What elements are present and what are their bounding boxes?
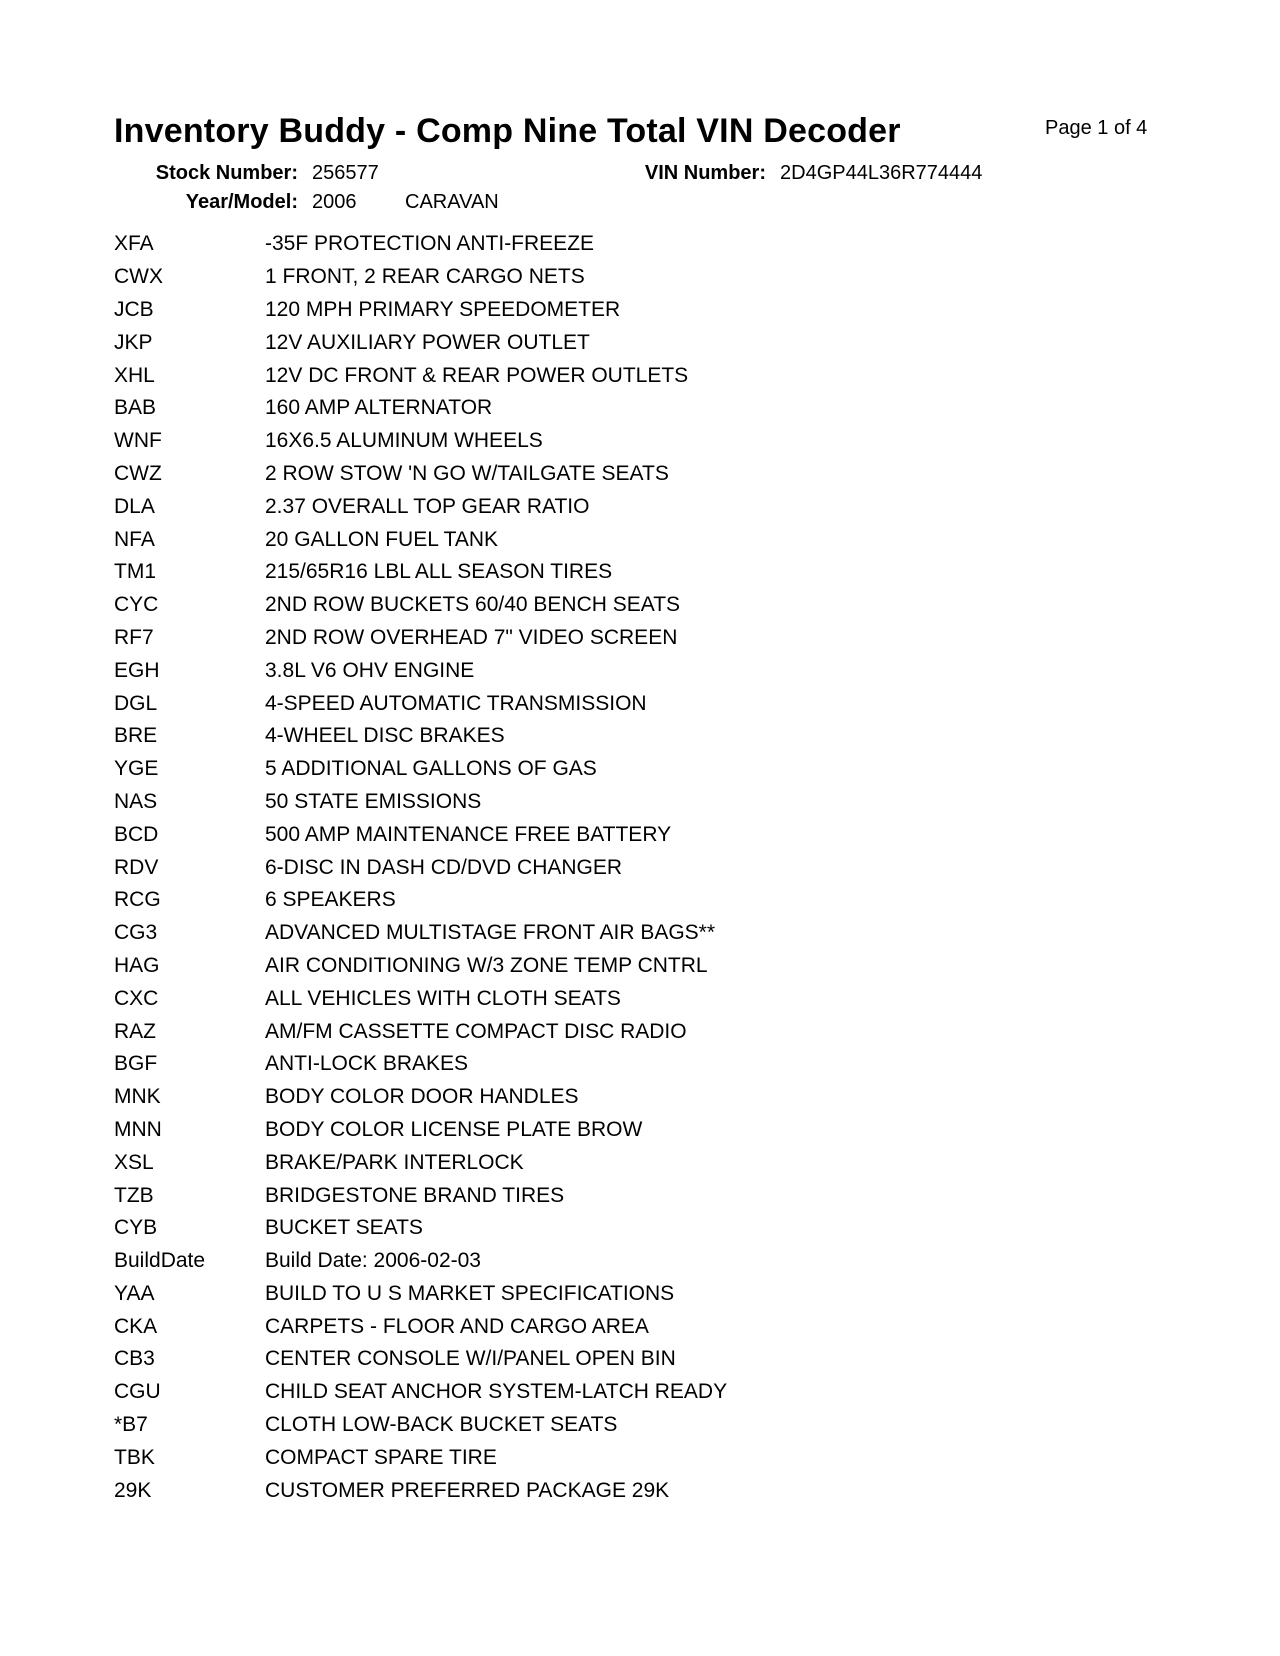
option-code: CYB <box>114 1216 158 1240</box>
option-row <box>114 1474 1014 1507</box>
option-description: COMPACT SPARE TIRE <box>265 1445 497 1469</box>
option-row <box>114 359 1014 392</box>
year-model-label: Year/Model: <box>185 191 298 213</box>
option-code: BGF <box>114 1052 158 1076</box>
option-description: 500 AMP MAINTENANCE FREE BATTERY <box>265 822 672 846</box>
option-row <box>114 1310 1014 1343</box>
vin-number-value: 2D4GP44L36R774444 <box>780 162 983 184</box>
year-value: 2006 <box>312 191 357 213</box>
option-description: BUILD TO U S MARKET SPECIFICATIONS <box>265 1281 675 1305</box>
option-description: 6-DISC IN DASH CD/DVD CHANGER <box>265 855 623 879</box>
option-description: CHILD SEAT ANCHOR SYSTEM-LATCH READY <box>265 1380 728 1404</box>
option-code: RAZ <box>114 1019 156 1043</box>
option-description: 215/65R16 LBL ALL SEASON TIRES <box>265 560 613 584</box>
page-title: Inventory Buddy - Comp Nine Total VIN Decoder <box>114 112 901 150</box>
option-description: 2 ROW STOW 'N GO W/TAILGATE SEATS <box>265 461 669 485</box>
option-description: 2.37 OVERALL TOP GEAR RATIO <box>265 494 590 518</box>
option-code: YGE <box>114 757 159 781</box>
option-code: MNN <box>114 1117 162 1141</box>
option-description: -35F PROTECTION ANTI-FREEZE <box>265 232 595 256</box>
option-row <box>114 1146 1014 1179</box>
option-description: 120 MPH PRIMARY SPEEDOMETER <box>265 297 621 321</box>
option-row <box>114 589 1014 622</box>
option-code: CXC <box>114 986 159 1010</box>
option-row <box>114 851 1014 884</box>
option-code: RCG <box>114 888 161 912</box>
option-code: NAS <box>114 789 158 813</box>
option-row <box>114 720 1014 753</box>
stock-number-value: 256577 <box>312 162 379 184</box>
option-row <box>114 458 1014 491</box>
option-description: AIR CONDITIONING W/3 ZONE TEMP CNTRL <box>265 953 708 977</box>
option-code: BCD <box>114 822 159 846</box>
option-code: XFA <box>114 232 154 256</box>
option-row <box>114 687 1014 720</box>
option-row <box>114 1278 1014 1311</box>
option-description: BODY COLOR DOOR HANDLES <box>265 1085 579 1109</box>
option-description: 1 FRONT, 2 REAR CARGO NETS <box>265 265 585 289</box>
option-row <box>114 556 1014 589</box>
option-code: WNF <box>114 429 162 453</box>
option-code: CB3 <box>114 1347 155 1371</box>
option-row <box>114 950 1014 983</box>
option-description: AM/FM CASSETTE COMPACT DISC RADIO <box>265 1019 687 1043</box>
option-row <box>114 228 1014 261</box>
option-description: ADVANCED MULTISTAGE FRONT AIR BAGS** <box>265 921 716 945</box>
option-description: 5 ADDITIONAL GALLONS OF GAS <box>265 757 597 781</box>
option-code: RDV <box>114 855 159 879</box>
option-description: 20 GALLON FUEL TANK <box>265 527 499 551</box>
option-description: CARPETS - FLOOR AND CARGO AREA <box>265 1314 649 1338</box>
stock-number-label: Stock Number: <box>155 162 298 184</box>
vin-number-label: VIN Number: <box>644 162 766 184</box>
option-code: TM1 <box>114 560 156 584</box>
option-description: CUSTOMER PREFERRED PACKAGE 29K <box>265 1478 670 1502</box>
option-code: MNK <box>114 1085 161 1109</box>
option-row <box>114 982 1014 1015</box>
option-code: CYC <box>114 593 159 617</box>
option-code: CKA <box>114 1314 158 1338</box>
option-description: 2ND ROW BUCKETS 60/40 BENCH SEATS <box>265 593 681 617</box>
option-row <box>114 917 1014 950</box>
option-code-list <box>114 228 1014 1507</box>
option-row <box>114 425 1014 458</box>
option-description: ANTI-LOCK BRAKES <box>265 1052 469 1076</box>
option-row <box>114 622 1014 655</box>
option-code: CWX <box>114 265 163 289</box>
option-description: 6 SPEAKERS <box>265 888 396 912</box>
option-row <box>114 1212 1014 1245</box>
option-row <box>114 1015 1014 1048</box>
option-description: 3.8L V6 OHV ENGINE <box>265 658 475 682</box>
option-row <box>114 1376 1014 1409</box>
option-row <box>114 294 1014 327</box>
option-row <box>114 654 1014 687</box>
option-row <box>114 753 1014 786</box>
option-row <box>114 1441 1014 1474</box>
option-row <box>114 1048 1014 1081</box>
option-description: Build Date: 2006-02-03 <box>265 1249 481 1273</box>
option-code: CG3 <box>114 921 158 945</box>
option-description: 2ND ROW OVERHEAD 7" VIDEO SCREEN <box>265 625 678 649</box>
option-description: 4-WHEEL DISC BRAKES <box>265 724 505 748</box>
model-value: CARAVAN <box>405 191 499 213</box>
option-row <box>114 884 1014 917</box>
option-description: 16X6.5 ALUMINUM WHEELS <box>265 429 543 453</box>
option-description: 50 STATE EMISSIONS <box>265 789 482 813</box>
option-row <box>114 1343 1014 1376</box>
option-code: CWZ <box>114 461 162 485</box>
option-code: EGH <box>114 658 160 682</box>
option-code: YAA <box>114 1281 155 1305</box>
option-row <box>114 261 1014 294</box>
option-row <box>114 1114 1014 1147</box>
option-row <box>114 326 1014 359</box>
option-row <box>114 1245 1014 1278</box>
option-description: BRAKE/PARK INTERLOCK <box>265 1150 524 1174</box>
option-description: CENTER CONSOLE W/I/PANEL OPEN BIN <box>265 1347 676 1371</box>
option-code: DGL <box>114 691 158 715</box>
option-code: HAG <box>114 953 160 977</box>
page-indicator: Page 1 of 4 <box>1045 117 1148 139</box>
option-row <box>114 490 1014 523</box>
option-code: *B7 <box>114 1413 148 1437</box>
option-code: NFA <box>114 527 155 551</box>
option-code: BAB <box>114 396 157 420</box>
option-code: DLA <box>114 494 155 518</box>
option-code: TBK <box>114 1445 155 1469</box>
option-code: BRE <box>114 724 158 748</box>
option-code: TZB <box>114 1183 154 1207</box>
option-description: BUCKET SEATS <box>265 1216 423 1240</box>
option-description: 4-SPEED AUTOMATIC TRANSMISSION <box>265 691 647 715</box>
option-code: XHL <box>114 363 155 387</box>
option-description: CLOTH LOW-BACK BUCKET SEATS <box>265 1413 618 1437</box>
option-code: RF7 <box>114 625 154 649</box>
option-code: CGU <box>114 1380 161 1404</box>
option-description: 12V AUXILIARY POWER OUTLET <box>265 330 590 354</box>
option-code: 29K <box>114 1478 152 1502</box>
option-row <box>114 786 1014 819</box>
option-code: XSL <box>114 1150 154 1174</box>
option-row <box>114 523 1014 556</box>
option-code: JCB <box>114 297 154 321</box>
option-row <box>114 1409 1014 1442</box>
option-description: BODY COLOR LICENSE PLATE BROW <box>265 1117 643 1141</box>
option-code: JKP <box>114 330 153 354</box>
option-description: ALL VEHICLES WITH CLOTH SEATS <box>265 986 621 1010</box>
option-row <box>114 1081 1014 1114</box>
option-description: 160 AMP ALTERNATOR <box>265 396 493 420</box>
option-row <box>114 392 1014 425</box>
option-code: BuildDate <box>114 1249 206 1273</box>
option-description: 12V DC FRONT & REAR POWER OUTLETS <box>265 363 689 387</box>
option-row <box>114 1179 1014 1212</box>
option-description: BRIDGESTONE BRAND TIRES <box>265 1183 565 1207</box>
option-row <box>114 818 1014 851</box>
